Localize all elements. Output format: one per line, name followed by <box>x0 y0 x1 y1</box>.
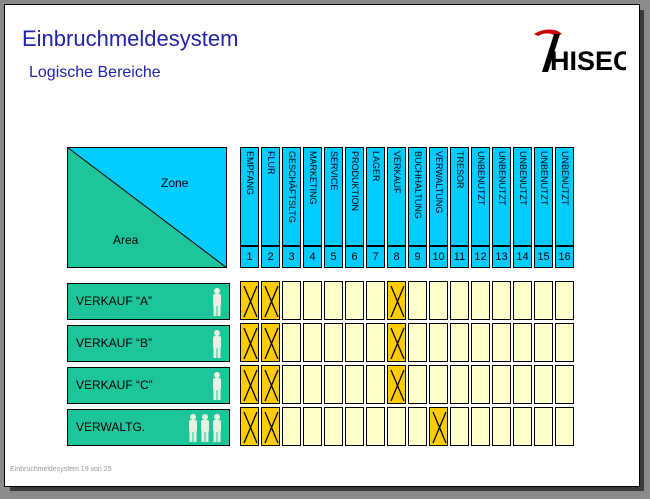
zone-name: UNBENUTZT <box>560 151 570 206</box>
area-axis-label: Area <box>113 233 139 247</box>
assigned-cell <box>387 323 406 362</box>
slide-footer: Einbruchmeldesystem 19 von 25 <box>10 466 112 473</box>
empty-cell <box>555 407 574 446</box>
zone-number: 8 <box>387 246 406 268</box>
assigned-cell <box>261 365 280 404</box>
empty-cell <box>450 407 469 446</box>
zone-name: PRODUKTION <box>350 151 360 212</box>
empty-cell <box>513 407 532 446</box>
zone-header <box>261 147 280 246</box>
x-mark-icon <box>388 366 407 405</box>
empty-cell <box>513 281 532 320</box>
person-icon <box>213 414 221 442</box>
empty-cell <box>450 365 469 404</box>
assigned-cell <box>261 281 280 320</box>
zone-number: 4 <box>303 246 322 268</box>
zone-number: 15 <box>534 246 553 268</box>
person-icons <box>211 329 223 359</box>
zone-header <box>387 147 406 246</box>
empty-cell <box>345 323 364 362</box>
zone-number: 12 <box>471 246 490 268</box>
zone-number: 1 <box>240 246 259 268</box>
empty-cell <box>303 281 322 320</box>
empty-cell <box>282 407 301 446</box>
empty-cell <box>408 365 427 404</box>
x-mark-icon <box>388 282 407 321</box>
empty-cell <box>555 365 574 404</box>
zone-name: EMPFANG <box>245 151 255 196</box>
empty-cell <box>324 365 343 404</box>
empty-cell <box>471 407 490 446</box>
zone-number: 10 <box>429 246 448 268</box>
empty-cell <box>408 407 427 446</box>
zone-number: 11 <box>450 246 469 268</box>
empty-cell <box>366 323 385 362</box>
empty-cell <box>429 365 448 404</box>
x-mark-icon <box>262 366 281 405</box>
empty-cell <box>534 281 553 320</box>
x-mark-icon <box>241 324 260 363</box>
assigned-cell <box>429 407 448 446</box>
area-row-label <box>67 367 230 404</box>
empty-cell <box>450 281 469 320</box>
zone-header <box>429 147 448 246</box>
area-name: VERKAUF “C” <box>76 378 153 392</box>
zone-header <box>408 147 427 246</box>
zone-header <box>492 147 511 246</box>
zone-name: UNBENUTZT <box>539 151 549 206</box>
person-icon <box>189 414 197 442</box>
empty-cell <box>408 281 427 320</box>
empty-cell <box>555 323 574 362</box>
x-mark-icon <box>262 408 281 447</box>
empty-cell <box>282 281 301 320</box>
area-row-label <box>67 283 230 320</box>
empty-cell <box>345 365 364 404</box>
zone-header <box>450 147 469 246</box>
zone-number: 13 <box>492 246 511 268</box>
x-mark-icon <box>241 282 260 321</box>
empty-cell <box>492 323 511 362</box>
empty-cell <box>408 323 427 362</box>
page-title: Einbruchmeldesystem <box>22 26 239 51</box>
zone-header <box>471 147 490 246</box>
zone-name: GESCHÄFTSLTG <box>287 151 297 223</box>
zone-name: VERKAUF <box>392 151 402 194</box>
zone-name: MARKETING <box>308 151 318 205</box>
person-icon <box>213 372 221 400</box>
zone-number: 2 <box>261 246 280 268</box>
empty-cell <box>450 323 469 362</box>
person-icons <box>211 371 223 401</box>
empty-cell <box>534 365 553 404</box>
area-row-label <box>67 325 230 362</box>
x-mark-icon <box>241 366 260 405</box>
empty-cell <box>534 407 553 446</box>
zone-name: UNBENUTZT <box>497 151 507 206</box>
empty-cell <box>366 281 385 320</box>
empty-cell <box>534 323 553 362</box>
zone-header <box>324 147 343 246</box>
assigned-cell <box>240 323 259 362</box>
page-subtitle: Logische Bereiche <box>29 64 161 81</box>
area-name: VERKAUF “B” <box>76 336 153 350</box>
zone-name: UNBENUTZT <box>476 151 486 206</box>
person-icon <box>213 330 221 358</box>
assigned-cell <box>261 407 280 446</box>
empty-cell <box>282 365 301 404</box>
zone-name: UNBENUTZT <box>518 151 528 206</box>
empty-cell <box>366 407 385 446</box>
zone-header <box>345 147 364 246</box>
hisec-logo <box>526 24 626 76</box>
empty-cell <box>303 407 322 446</box>
zone-name: LAGER <box>371 151 381 182</box>
empty-cell <box>492 407 511 446</box>
empty-cell <box>324 407 343 446</box>
empty-cell <box>303 365 322 404</box>
zone-header <box>240 147 259 246</box>
area-name: VERWALTG. <box>76 420 146 434</box>
empty-cell <box>303 323 322 362</box>
zone-number: 7 <box>366 246 385 268</box>
matrix-corner <box>67 147 227 268</box>
zone-number: 14 <box>513 246 532 268</box>
assigned-cell <box>240 407 259 446</box>
empty-cell <box>345 281 364 320</box>
zone-number: 5 <box>324 246 343 268</box>
empty-cell <box>345 407 364 446</box>
zone-number: 9 <box>408 246 427 268</box>
zone-name: BUCHHALTUNG <box>413 151 423 219</box>
logo-text: HISEC <box>550 46 626 76</box>
x-mark-icon <box>262 324 281 363</box>
zone-header <box>555 147 574 246</box>
empty-cell <box>366 365 385 404</box>
empty-cell <box>324 281 343 320</box>
zone-number: 6 <box>345 246 364 268</box>
zone-header <box>534 147 553 246</box>
zone-header <box>513 147 532 246</box>
person-icons <box>187 413 223 443</box>
assigned-cell <box>387 281 406 320</box>
empty-cell <box>513 323 532 362</box>
zone-name: FLUR <box>266 151 276 175</box>
zone-name: TRESOR <box>455 151 465 189</box>
empty-cell <box>513 365 532 404</box>
empty-cell <box>471 365 490 404</box>
zone-header <box>366 147 385 246</box>
x-mark-icon <box>241 408 260 447</box>
x-mark-icon <box>430 408 449 447</box>
zone-header <box>282 147 301 246</box>
person-icon <box>201 414 209 442</box>
area-row-label <box>67 409 230 446</box>
assigned-cell <box>387 365 406 404</box>
assigned-cell <box>261 323 280 362</box>
zone-number: 16 <box>555 246 574 268</box>
empty-cell <box>282 323 301 362</box>
zone-number: 3 <box>282 246 301 268</box>
zone-header <box>303 147 322 246</box>
empty-cell <box>387 407 406 446</box>
zone-name: SERVICE <box>329 151 339 191</box>
zone-axis-label: Zone <box>161 176 189 190</box>
empty-cell <box>324 323 343 362</box>
person-icons <box>211 287 223 317</box>
area-name: VERKAUF “A” <box>76 294 153 308</box>
empty-cell <box>492 365 511 404</box>
empty-cell <box>429 281 448 320</box>
empty-cell <box>471 323 490 362</box>
x-mark-icon <box>388 324 407 363</box>
empty-cell <box>471 281 490 320</box>
person-icon <box>213 288 221 316</box>
assigned-cell <box>240 281 259 320</box>
empty-cell <box>429 323 448 362</box>
x-mark-icon <box>262 282 281 321</box>
empty-cell <box>492 281 511 320</box>
empty-cell <box>555 281 574 320</box>
zone-name: VERWALTUNG <box>434 151 444 214</box>
assigned-cell <box>240 365 259 404</box>
